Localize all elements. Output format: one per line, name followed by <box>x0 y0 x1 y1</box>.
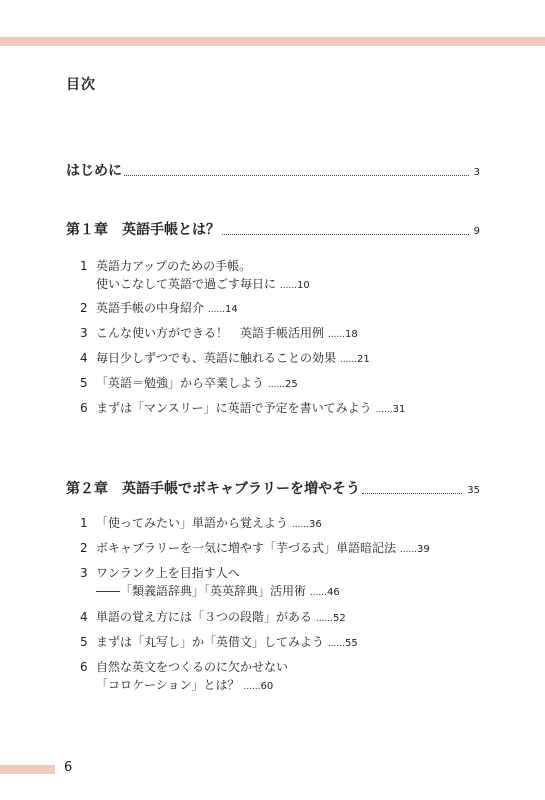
item-title: 英語手帳の中身紹介 <box>96 301 205 315</box>
dot-leader: ...... <box>207 305 226 315</box>
item-title: 「英語＝勉強」から卒業しよう <box>96 376 265 390</box>
item-title: こんな使い方ができる！ 英語手帳活用例 <box>96 326 325 340</box>
item-number: 2 <box>80 301 88 315</box>
item-title-continued: ――「類義語辞典」「英英辞典」活用術 <box>96 584 307 598</box>
item-title: 自然な英文をつくるのに欠かせない <box>96 660 289 674</box>
item-title: ワンランク上を目指す人へ <box>96 566 240 580</box>
item-number: 2 <box>80 541 88 555</box>
item-page: 36 <box>309 519 322 530</box>
item-number: 1 <box>80 516 88 530</box>
toc-item-1-6[interactable] <box>80 399 405 419</box>
toc-item-1-3[interactable] <box>80 324 358 344</box>
item-title: 「使ってみたい」単語から覚えよう <box>96 516 289 530</box>
item-page: 52 <box>333 613 346 624</box>
toc-item-1-4[interactable] <box>80 349 370 369</box>
item-page: 46 <box>327 587 340 598</box>
toc-chapter-1[interactable] <box>66 219 480 239</box>
item-number: 3 <box>80 566 88 580</box>
dot-leader: ...... <box>375 405 393 415</box>
toc-entry-intro[interactable] <box>66 160 480 180</box>
item-title: 単語の覚え方には「３つの段階」がある <box>96 610 313 624</box>
item-number: 6 <box>80 660 88 674</box>
item-number: 6 <box>80 401 88 415</box>
toc-chapter-2[interactable] <box>66 478 480 498</box>
chapter-title: 第１章 英語手帳とは？ <box>66 222 220 238</box>
chapter-page: 35 <box>467 485 480 496</box>
item-title: 毎日少しずつでも、英語に触れることの効果 <box>96 351 337 365</box>
dot-leader <box>222 233 469 235</box>
dot-leader: ...... <box>327 330 346 340</box>
item-number: 4 <box>80 610 88 624</box>
entry-page: 3 <box>473 167 480 178</box>
item-page: 25 <box>285 379 298 390</box>
dot-leader: ...... <box>279 281 298 291</box>
item-page: 55 <box>345 638 358 649</box>
entry-title: はじめに <box>66 163 122 179</box>
chapter-title: 第２章 英語手帳でボキャブラリーを増やそう <box>66 481 360 497</box>
page-title: 目次 <box>66 77 96 93</box>
toc-item-2-5[interactable] <box>80 633 358 653</box>
top-accent-bar <box>0 37 545 46</box>
dot-leader: ...... <box>309 588 328 598</box>
dot-leader: ...... <box>243 682 261 692</box>
dot-leader: ...... <box>267 380 286 390</box>
dot-leader <box>362 492 462 494</box>
item-page: 14 <box>225 304 238 315</box>
toc-item-1-5[interactable] <box>80 374 298 394</box>
item-number: 5 <box>80 635 88 649</box>
item-page: 21 <box>357 354 370 365</box>
dot-leader: ...... <box>327 639 346 649</box>
item-number: 5 <box>80 376 88 390</box>
chapter-page: 9 <box>473 226 480 237</box>
toc-item-2-3[interactable] <box>80 564 340 602</box>
item-page: 18 <box>345 329 358 340</box>
item-title: ボキャブラリーを一気に増やす「芋づる式」単語暗記法 <box>96 541 397 555</box>
dot-leader: ...... <box>399 545 418 555</box>
toc-item-1-1[interactable] <box>80 257 310 295</box>
toc-item-2-2[interactable] <box>80 539 430 559</box>
dot-leader: ...... <box>315 614 334 624</box>
page-number: 6 <box>64 760 73 775</box>
item-title-continued: 「コロケーション」とは？ <box>96 678 240 692</box>
item-page: 10 <box>297 280 310 291</box>
item-number: 1 <box>80 259 88 273</box>
item-number: 3 <box>80 326 88 340</box>
item-title: 英語力アップのための手帳。 <box>96 259 252 273</box>
toc-item-2-1[interactable] <box>80 514 322 534</box>
footer-accent-bar <box>0 765 55 774</box>
item-title-continued: 使いこなして英語で過ごす毎日に <box>96 277 277 291</box>
dot-leader <box>124 174 469 176</box>
item-title: まずは「マンスリー」に英語で予定を書いてみよう <box>96 401 372 415</box>
item-page: 60 <box>260 681 274 692</box>
item-page: 39 <box>417 544 430 555</box>
toc-item-2-6[interactable] <box>80 658 288 696</box>
item-title: まずは「丸写し」か「英借文」してみよう <box>96 635 325 649</box>
dot-leader: ...... <box>339 355 358 365</box>
item-number: 4 <box>80 351 88 365</box>
dot-leader: ...... <box>291 520 310 530</box>
toc-item-1-2[interactable] <box>80 299 238 319</box>
toc-item-2-4[interactable] <box>80 608 346 628</box>
item-page: 31 <box>392 404 406 415</box>
